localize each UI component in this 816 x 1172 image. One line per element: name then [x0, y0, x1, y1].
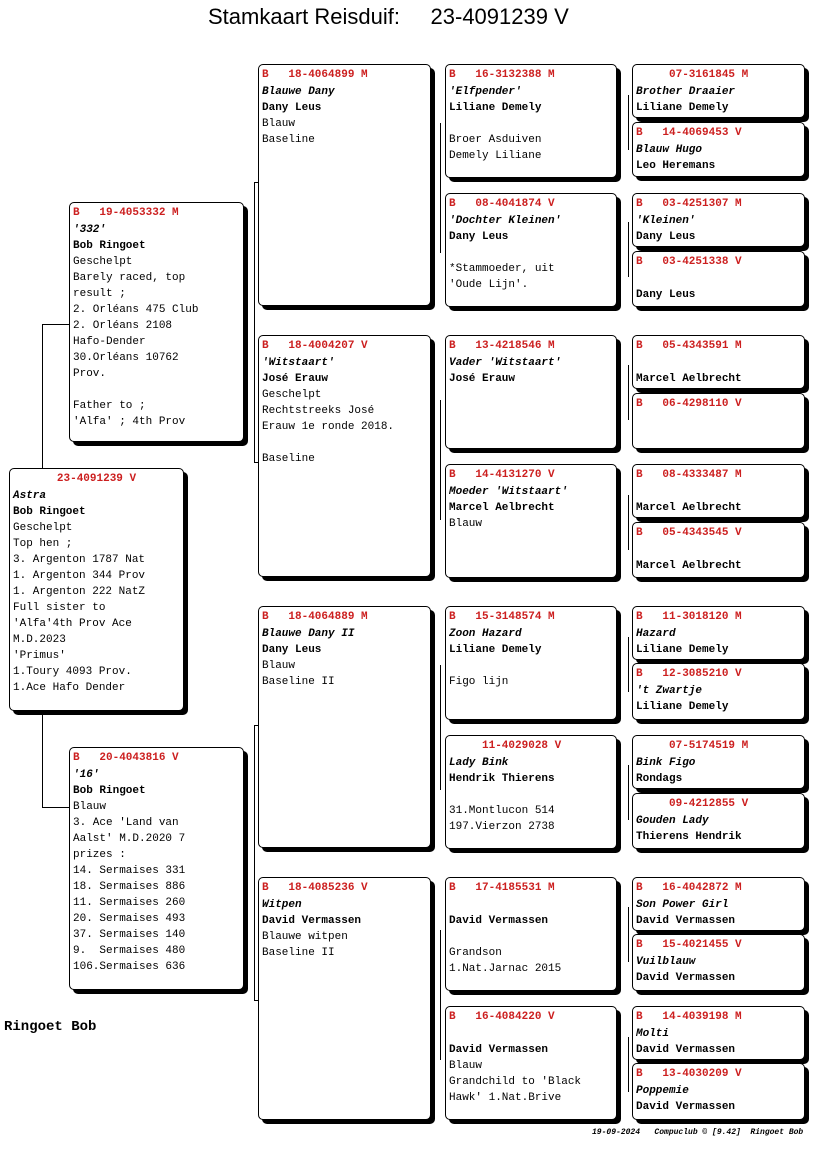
pigeon-card-gen4[interactable]: [632, 464, 805, 518]
connector-line: [254, 725, 255, 1000]
ring-number: B 08-4041874 V: [449, 198, 555, 210]
pigeon-name: '332': [73, 224, 107, 236]
pigeon-card-sire-sire[interactable]: [258, 64, 431, 306]
ring-number: B 17-4185531 M: [449, 882, 555, 894]
ring-number: B 14-4131270 V: [449, 469, 555, 481]
owner-name: David Vermassen: [449, 915, 549, 927]
ring-number: B 18-4085236 V: [262, 882, 368, 894]
info-line: [636, 484, 801, 500]
page-title: Stamkaart Reisduif: 23-4091239 V: [208, 4, 569, 29]
pigeon-name: Molti: [636, 1028, 670, 1040]
connector-line: [628, 765, 629, 820]
ring-number: 09-4212855 V: [636, 798, 749, 810]
pigeon-card-gen4[interactable]: [632, 606, 805, 660]
ring-number: B 05-4343591 M: [636, 340, 742, 352]
pigeon-name: Poppemie: [636, 1085, 689, 1097]
pigeon-card-sire-dam[interactable]: [258, 335, 431, 577]
info-line: [449, 897, 613, 913]
info-line: Father to ;: [73, 400, 146, 412]
info-line: 'Alfa'4th Prov Ace: [13, 618, 132, 630]
owner-name: David Vermassen: [636, 915, 736, 927]
pigeon-name: 'Dochter Kleinen': [449, 215, 562, 227]
pigeon-card-gen3[interactable]: [445, 335, 617, 449]
pigeon-card-gen3[interactable]: [445, 735, 617, 849]
info-line: Geschelpt: [73, 256, 133, 268]
info-line: [262, 435, 427, 451]
ring-number: B 18-4004207 V: [262, 340, 368, 352]
info-line: 9. Sermaises 480: [73, 945, 186, 957]
pigeon-name: Astra: [13, 490, 47, 502]
pigeon-name: 't Zwartje: [636, 685, 703, 697]
info-line: [636, 542, 801, 558]
info-line: 106.Sermaises 636: [73, 961, 186, 973]
pigeon-card-gen4[interactable]: [632, 735, 805, 789]
info-line: 2. Orléans 2108: [73, 320, 173, 332]
ring-number: B 14-4039198 M: [636, 1011, 742, 1023]
pigeon-card-gen4[interactable]: [632, 793, 805, 849]
ring-number: B 11-3018120 M: [636, 611, 742, 623]
owner-name: Thierens Hendrik: [636, 831, 742, 843]
info-line: 'Alfa' ; 4th Prov: [73, 416, 186, 428]
info-line: Aalst' M.D.2020 7: [73, 833, 186, 845]
ring-number: B 16-4084220 V: [449, 1011, 555, 1023]
info-line: [449, 787, 613, 803]
pigeon-card-subject[interactable]: [9, 468, 184, 711]
owner-name: Marcel Aelbrecht: [636, 560, 742, 572]
pigeon-name: Brother Draaier: [636, 86, 736, 98]
owner-name: Dany Leus: [262, 644, 322, 656]
pigeon-card-gen3[interactable]: [445, 606, 617, 720]
ring-number: B 18-4064889 M: [262, 611, 368, 623]
pigeon-card-gen3[interactable]: [445, 464, 617, 578]
pigeon-card-gen3[interactable]: [445, 64, 617, 178]
connector-line: [42, 712, 43, 807]
info-line: [449, 658, 613, 674]
owner-name: Dany Leus: [449, 231, 509, 243]
info-line: Baseline II: [262, 676, 335, 688]
owner-name: David Vermassen: [449, 1044, 549, 1056]
footer-text: 19-09-2024 Compuclub © [9.42] Ringoet Bob: [592, 1128, 804, 1137]
info-line: Blauw: [449, 518, 483, 530]
ring-number: 07-5174519 M: [636, 740, 749, 752]
info-line: Blauw: [449, 1060, 483, 1072]
pigeon-card-gen3[interactable]: [445, 877, 617, 991]
info-line: Demely Liliane: [449, 150, 542, 162]
connector-line: [440, 123, 441, 253]
info-line: Grandchild to 'Black: [449, 1076, 582, 1088]
owner-name: Leo Heremans: [636, 160, 716, 172]
owner-name: Marcel Aelbrecht: [449, 502, 555, 514]
owner-name: David Vermassen: [636, 1101, 736, 1113]
ring-number: B 20-4043816 V: [73, 752, 179, 764]
pigeon-card-dam[interactable]: [69, 747, 244, 990]
pigeon-name: Gouden Lady: [636, 815, 709, 827]
connector-line: [628, 95, 629, 150]
info-line: 1.Nat.Jarnac 2015: [449, 963, 562, 975]
pigeon-name: Hazard: [636, 628, 676, 640]
ring-number: B 14-4069453 V: [636, 127, 742, 139]
info-line: [449, 929, 613, 945]
pigeon-card-sire[interactable]: [69, 202, 244, 442]
owner-name: Liliane Demely: [636, 644, 729, 656]
pigeon-card-gen4[interactable]: [632, 122, 805, 177]
info-line: Blauw: [262, 660, 296, 672]
info-line: 1.Toury 4093 Prov.: [13, 666, 132, 678]
info-line: Hawk' 1.Nat.Brive: [449, 1092, 562, 1104]
info-line: Grandson: [449, 947, 502, 959]
info-line: Blauwe witpen: [262, 931, 348, 943]
pigeon-card-gen4[interactable]: [632, 663, 805, 720]
ring-number: 23-4091239 V: [56, 473, 137, 485]
ring-number: B 03-4251338 V: [636, 256, 742, 268]
connector-line: [628, 495, 629, 550]
info-line: [449, 1026, 613, 1042]
pigeon-card-gen4[interactable]: [632, 877, 805, 931]
owner-name: Dany Leus: [636, 289, 696, 301]
pigeon-name: Bink Figo: [636, 757, 696, 769]
owner-name: Dany Leus: [636, 231, 696, 243]
info-line: Barely raced, top: [73, 272, 186, 284]
info-line: M.D.2023: [13, 634, 66, 646]
info-line: prizes :: [73, 849, 126, 861]
pigeon-name: Lady Bink: [449, 757, 509, 769]
info-line: Hafo-Dender: [73, 336, 146, 348]
info-line: Baseline: [262, 134, 315, 146]
info-line: [636, 355, 801, 371]
info-line: Top hen ;: [13, 538, 73, 550]
connector-line: [440, 930, 441, 1060]
owner-name: José Erauw: [449, 373, 516, 385]
info-line: [73, 382, 240, 398]
pigeon-name: Vuilblauw: [636, 956, 696, 968]
ring-number: 07-3161845 M: [636, 69, 749, 81]
connector-line: [628, 1037, 629, 1092]
info-line: Geschelpt: [262, 389, 322, 401]
connector-line: [628, 365, 629, 420]
info-line: Baseline: [262, 453, 315, 465]
pigeon-name: Blauwe Dany: [262, 86, 335, 98]
ring-number: B 16-3132388 M: [449, 69, 555, 81]
info-line: 37. Sermaises 140: [73, 929, 186, 941]
ring-number: B 06-4298110 V: [636, 398, 742, 410]
owner-name: Bob Ringoet: [73, 785, 146, 797]
owner-name: David Vermassen: [636, 1044, 736, 1056]
connector-line: [628, 222, 629, 277]
pigeon-name: 'Kleinen': [636, 215, 696, 227]
info-line: 2. Orléans 475 Club: [73, 304, 199, 316]
owner-name: Marcel Aelbrecht: [636, 373, 742, 385]
owner-name: Dany Leus: [262, 102, 322, 114]
info-line: 'Primus': [13, 650, 66, 662]
owner-name: Marcel Aelbrecht: [636, 502, 742, 514]
pigeon-name: Blauw Hugo: [636, 144, 703, 156]
info-line: [449, 116, 613, 132]
info-line: Figo lijn: [449, 676, 509, 688]
owner-name: Bob Ringoet: [13, 506, 86, 518]
owner-name: Rondags: [636, 773, 683, 785]
info-line: 1.Ace Hafo Dender: [13, 682, 126, 694]
pigeon-card-gen4[interactable]: [632, 335, 805, 389]
ring-number: B 13-4030209 V: [636, 1068, 742, 1080]
info-line: Geschelpt: [13, 522, 73, 534]
connector-line: [628, 907, 629, 962]
owner-name: David Vermassen: [262, 915, 362, 927]
ring-number: B 18-4064899 M: [262, 69, 368, 81]
pigeon-name: '16': [73, 769, 100, 781]
ring-number: B 15-4021455 V: [636, 939, 742, 951]
connector-line: [42, 324, 43, 469]
info-line: Rechtstreeks José: [262, 405, 375, 417]
info-line: Full sister to: [13, 602, 106, 614]
info-line: Broer Asduiven: [449, 134, 542, 146]
info-line: result ;: [73, 288, 126, 300]
ring-number: B 03-4251307 M: [636, 198, 742, 210]
pigeon-name: Moeder 'Witstaart': [449, 486, 568, 498]
info-line: Erauw 1e ronde 2018.: [262, 421, 395, 433]
owner-name: Bob Ringoet: [73, 240, 146, 252]
info-line: 197.Vierzon 2738: [449, 821, 555, 833]
pigeon-card-gen4[interactable]: [632, 64, 805, 118]
owner-name: Liliane Demely: [449, 102, 542, 114]
ring-number: 11-4029028 V: [449, 740, 562, 752]
pigeon-card-gen4[interactable]: [632, 193, 805, 247]
pigeon-card-gen3[interactable]: [445, 193, 617, 307]
info-line: Prov.: [73, 368, 107, 380]
owner-name: David Vermassen: [636, 972, 736, 984]
info-line: Baseline II: [262, 947, 335, 959]
pigeon-card-gen4[interactable]: [632, 393, 805, 449]
owner-name: Liliane Demely: [449, 644, 542, 656]
owner-name: Liliane Demely: [636, 102, 729, 114]
info-line: Blauw: [73, 801, 107, 813]
connector-line: [42, 324, 70, 325]
ring-number: B 15-3148574 M: [449, 611, 555, 623]
pigeon-name: Blauwe Dany II: [262, 628, 355, 640]
info-line: Blauw: [262, 118, 296, 130]
pigeon-card-gen4[interactable]: [632, 934, 805, 991]
pigeon-card-dam-sire[interactable]: [258, 606, 431, 848]
info-line: 3. Argenton 1787 Nat: [13, 554, 146, 566]
owner-name: José Erauw: [262, 373, 329, 385]
pigeon-card-gen4[interactable]: [632, 1006, 805, 1060]
pigeon-name: Witpen: [262, 899, 302, 911]
info-line: 18. Sermaises 886: [73, 881, 186, 893]
info-line: 31.Montlucon 514: [449, 805, 555, 817]
info-line: 30.Orléans 10762: [73, 352, 179, 364]
pigeon-name: 'Elfpender': [449, 86, 522, 98]
connector-line: [42, 807, 70, 808]
pigeon-card-gen4[interactable]: [632, 522, 805, 578]
connector-line: [440, 665, 441, 790]
connector-line: [628, 637, 629, 692]
info-line: 1. Argenton 222 NatZ: [13, 586, 146, 598]
connector-line: [254, 182, 255, 462]
pigeon-name: Vader 'Witstaart': [449, 357, 562, 369]
pigeon-card-gen4[interactable]: [632, 251, 805, 307]
info-line: 3. Ace 'Land van: [73, 817, 179, 829]
info-line: 1. Argenton 344 Prov: [13, 570, 146, 582]
info-line: 14. Sermaises 331: [73, 865, 186, 877]
pigeon-name: 'Witstaart': [262, 357, 335, 369]
ring-number: B 13-4218546 M: [449, 340, 555, 352]
ring-number: B 16-4042872 M: [636, 882, 742, 894]
owner-name: Hendrik Thierens: [449, 773, 555, 785]
ring-number: B 12-3085210 V: [636, 668, 742, 680]
connector-line: [440, 400, 441, 520]
info-line: *Stammoeder, uit: [449, 263, 555, 275]
info-line: 11. Sermaises 260: [73, 897, 186, 909]
info-line: 20. Sermaises 493: [73, 913, 186, 925]
info-line: 'Oude Lijn'.: [449, 279, 529, 291]
ring-number: B 19-4053332 M: [73, 207, 179, 219]
pigeon-card-gen4[interactable]: [632, 1063, 805, 1120]
pigeon-card-gen3[interactable]: [445, 1006, 617, 1120]
pigeon-name: Son Power Girl: [636, 899, 729, 911]
info-line: [449, 245, 613, 261]
breeder-name: Ringoet Bob: [4, 1019, 97, 1035]
ring-number: B 05-4343545 V: [636, 527, 742, 539]
info-line: [636, 271, 801, 287]
owner-name: Liliane Demely: [636, 701, 729, 713]
ring-number: B 08-4333487 M: [636, 469, 742, 481]
pigeon-name: Zoon Hazard: [449, 628, 522, 640]
pigeon-card-dam-dam[interactable]: [258, 877, 431, 1120]
